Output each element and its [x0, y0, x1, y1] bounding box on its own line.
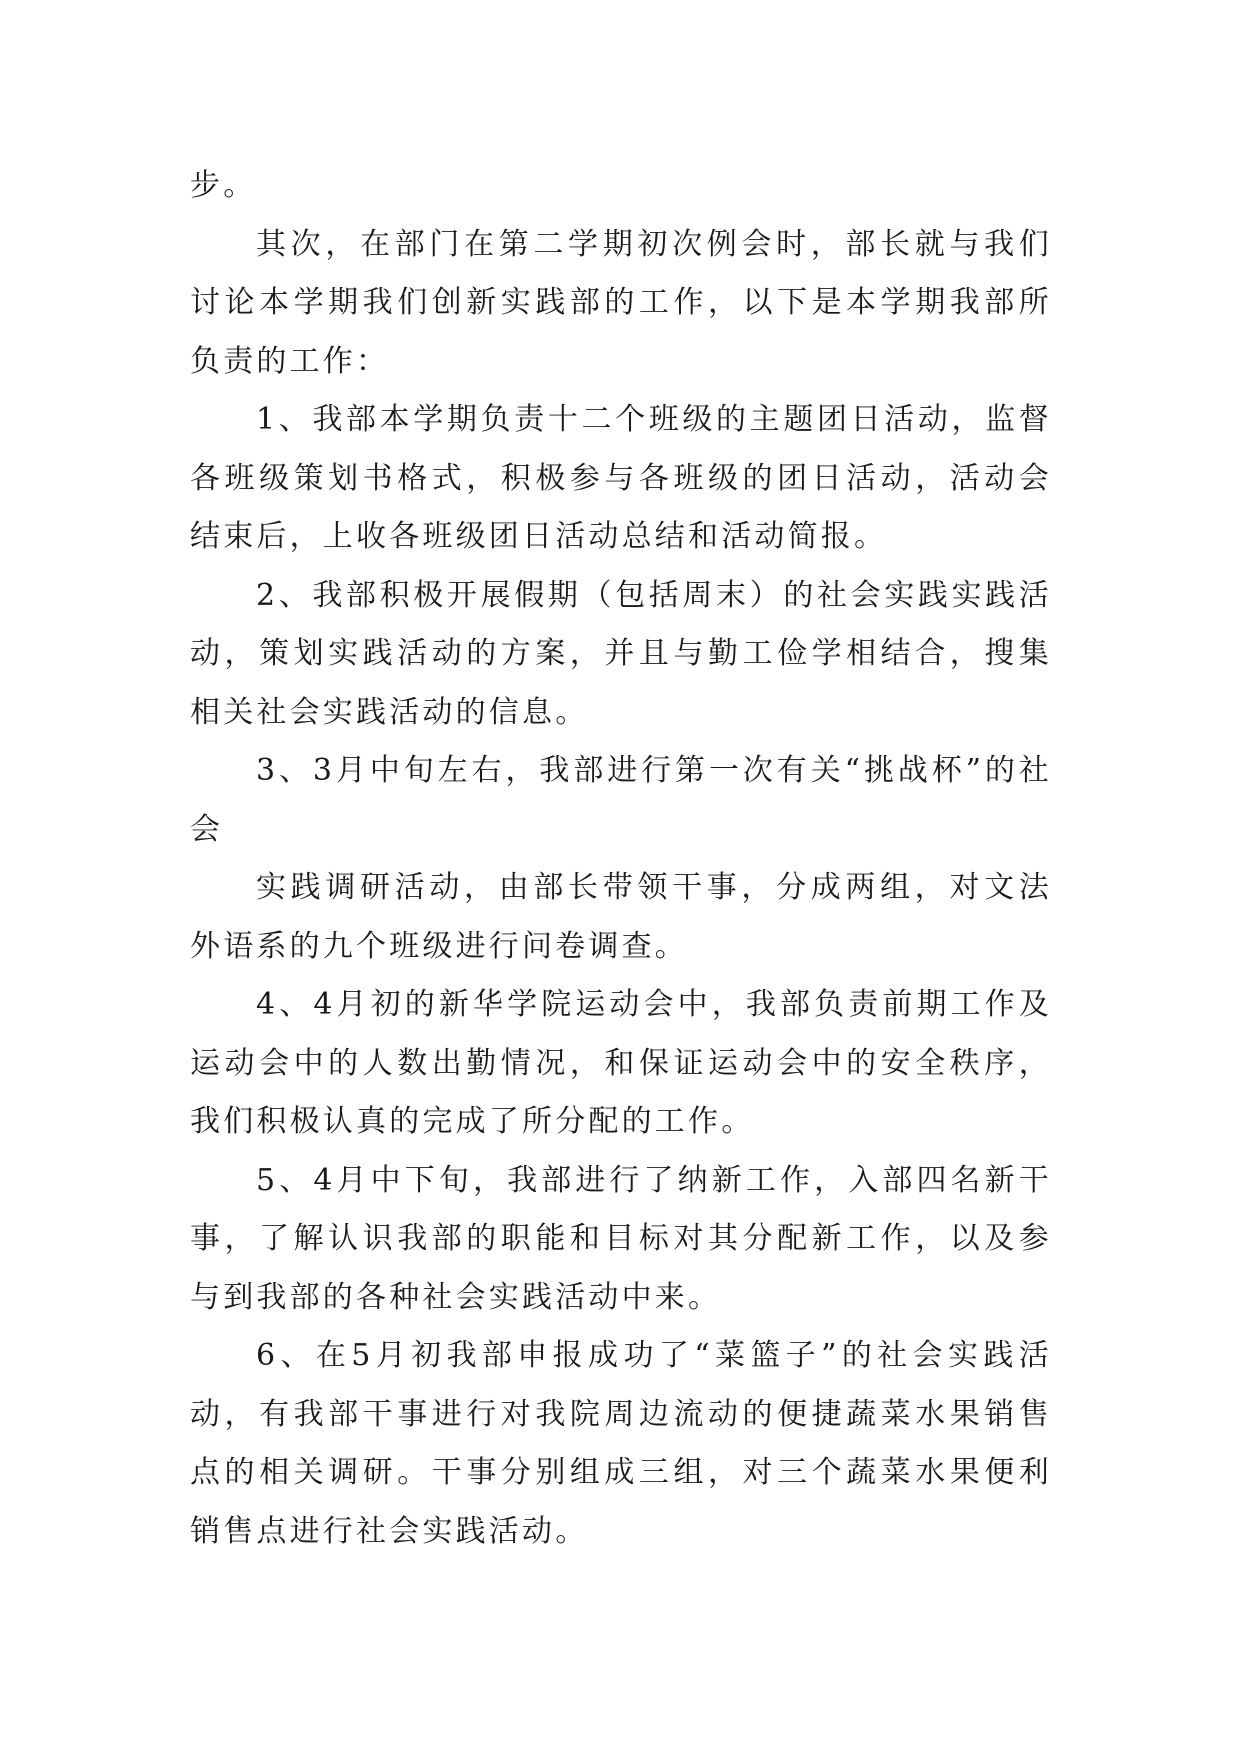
paragraph-item-6: 6、在5月初我部申报成功了“菜篮子”的社会实践活动，有我部干事进行对我院周边流动的便捷蔬菜水果销售点的相关调研。干事分别组成三组，对三个蔬菜水果便利销售点进行社会实践活动。: [190, 1338, 1052, 1549]
paragraph-item-3-continued: 实践调研活动，由部长带领干事，分成两组，对文法外语系的九个班级进行问卷调查。: [190, 870, 1052, 964]
paragraph-item-2: 2、我部积极开展假期（包括周末）的社会实践实践活动，策划实践活动的方案，并且与勤工俭学相结合，搜集相关社会实践活动的信息。: [190, 577, 1052, 730]
paragraph-item-3: 3、3月中旬左右，我部进行第一次有关“挑战杯”的社会: [190, 753, 1052, 847]
paragraph-item-4: 4、4月初的新华学院运动会中，我部负责前期工作及运动会中的人数出勤情况，和保证运动会中的安全秩序，我们积极认真的完成了所分配的工作。: [190, 987, 1052, 1139]
document-body: [190, 157, 1052, 1561]
paragraph-item-1: 1、我部本学期负责十二个班级的主题团日活动，监督各班级策划书格式，积极参与各班级的团日活动，活动会结束后，上收各班级团日活动总结和活动简报。: [190, 402, 1052, 554]
paragraph-item-5: 5、4月中下旬，我部进行了纳新工作，入部四名新干事，了解认识我部的职能和目标对其分配新工作，以及参与到我部的各种社会实践活动中来。: [190, 1162, 1052, 1315]
paragraph-continuation: 步。: [190, 168, 257, 203]
paragraph-intro: 其次，在部门在第二学期初次例会时，部长就与我们讨论本学期我们创新实践部的工作，以下是本学期我部所负责的工作：: [190, 226, 1052, 379]
